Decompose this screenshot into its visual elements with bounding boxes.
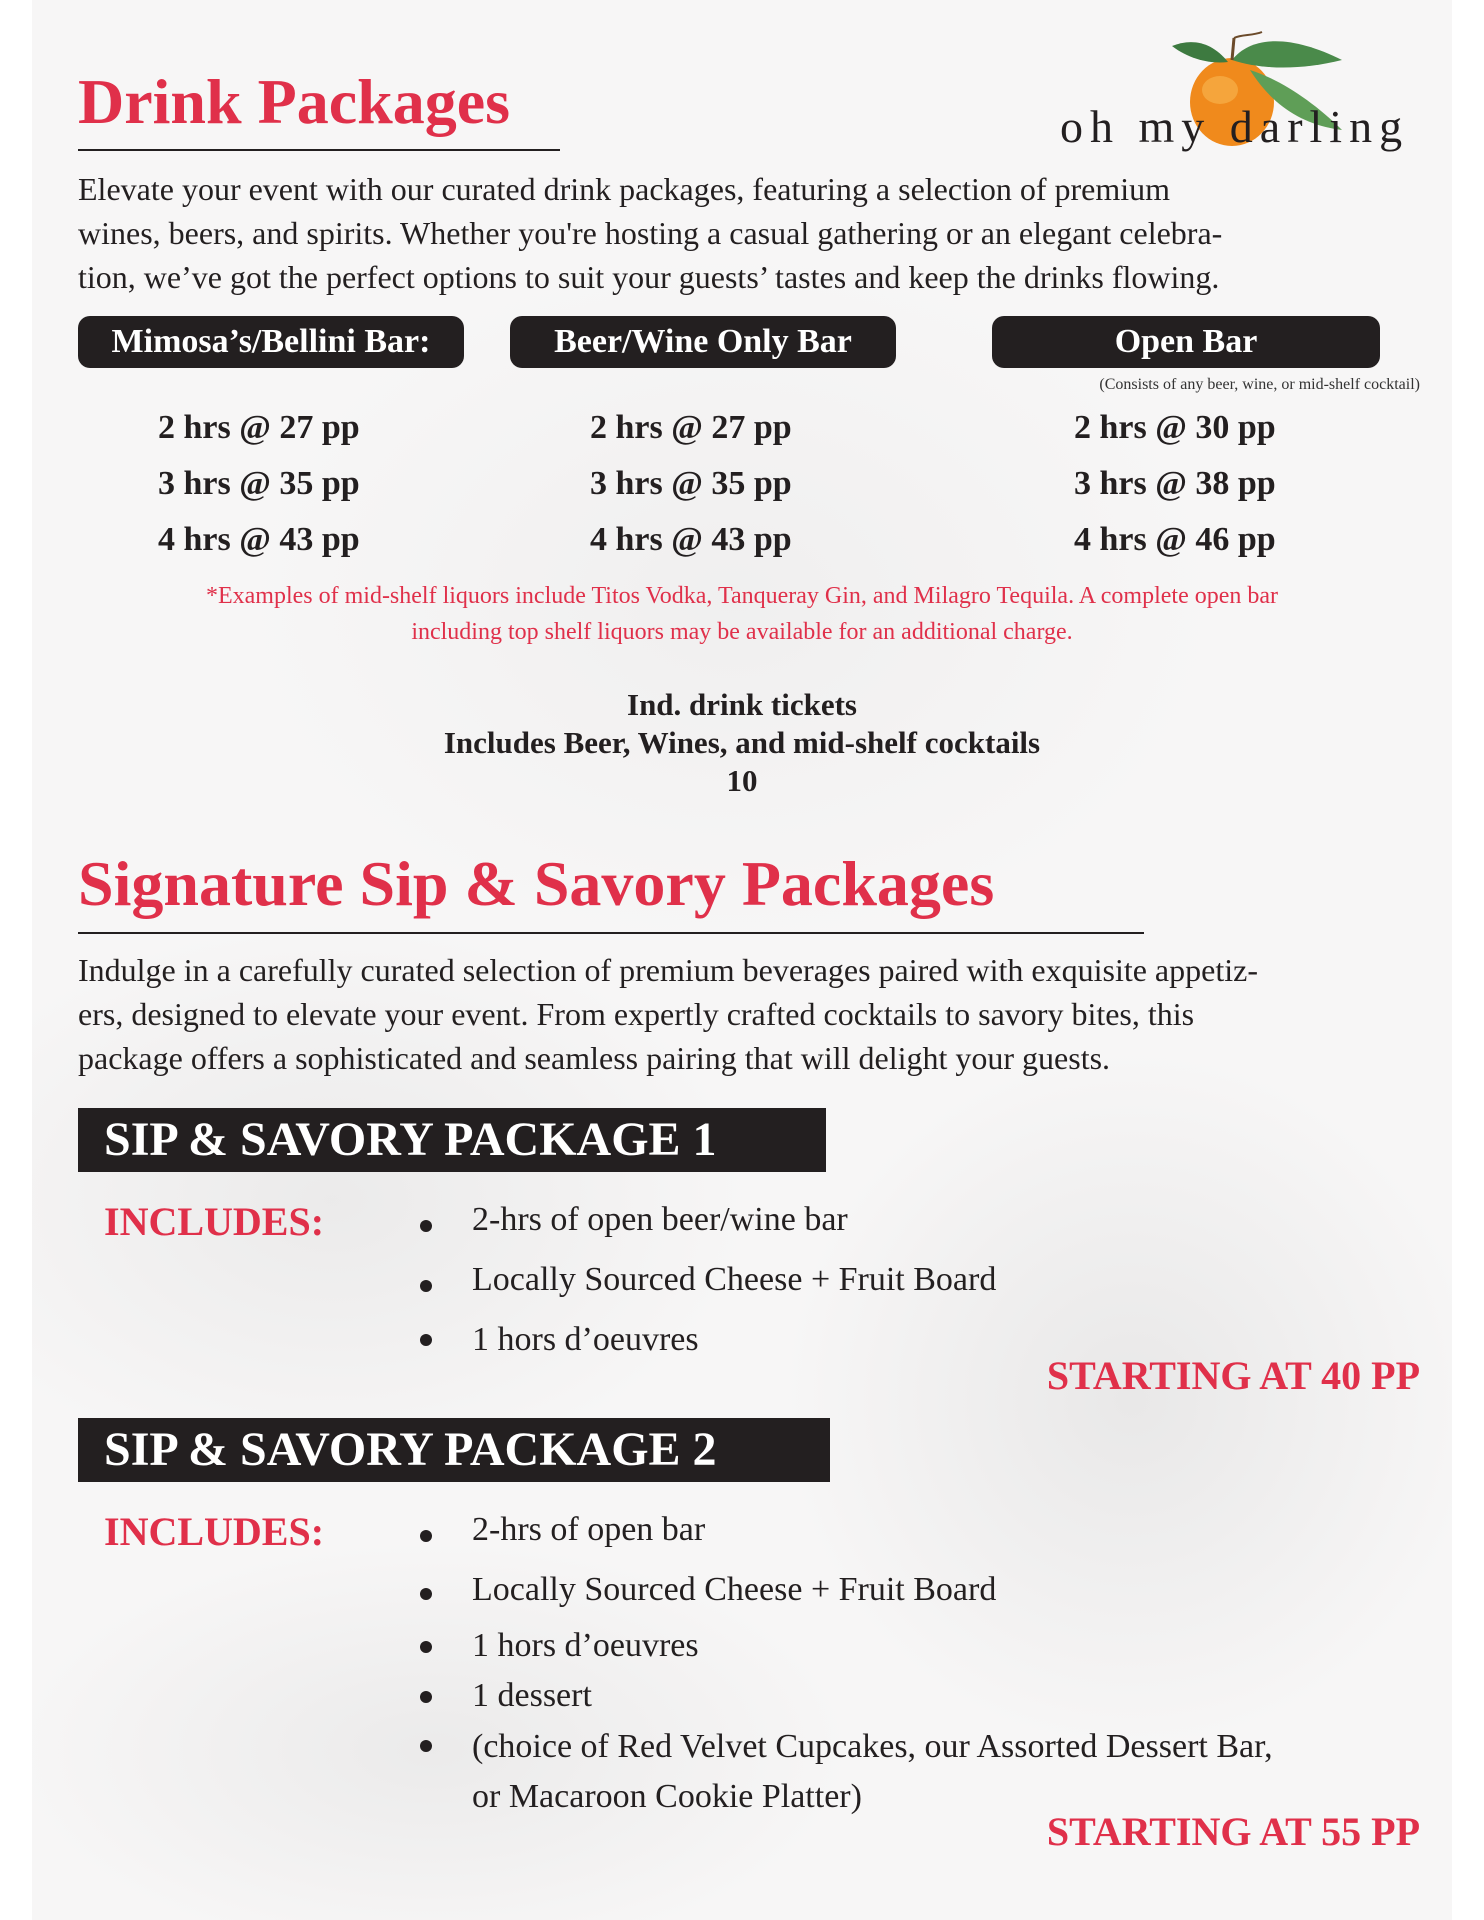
logo-text: oh my darling: [1060, 101, 1410, 152]
tickets-title: Ind. drink tickets: [627, 687, 857, 722]
disclaimer-line: including top shelf liquors may be available for an additional charge.: [411, 619, 1073, 645]
price-line: 3 hrs @ 35 pp: [158, 465, 360, 502]
list-item: 2-hrs of open bar: [414, 1506, 1273, 1566]
package-2-items: [414, 1506, 1273, 1822]
dessert-choice-line: or Macaroon Cookie Platter): [472, 1778, 862, 1815]
mimosa-bellini-bar-label: Mimosa’s/Bellini Bar:: [78, 316, 464, 368]
price-line: 2 hrs @ 27 pp: [590, 409, 792, 446]
price-line: 2 hrs @ 27 pp: [158, 409, 360, 446]
title-underline: [78, 149, 560, 151]
price-line: 2 hrs @ 30 pp: [1074, 409, 1276, 446]
intro-line: ers, designed to elevate your event. From expertly crafted cocktails to savory bites, this: [78, 996, 1195, 1032]
list-item-dessert-choice: [414, 1722, 1273, 1822]
price-line: 4 hrs @ 43 pp: [158, 521, 360, 558]
package-2-includes-label: INCLUDES:: [104, 1509, 325, 1554]
list-item: 1 dessert: [414, 1672, 1273, 1722]
list-item: 1 hors d’oeuvres: [414, 1316, 996, 1364]
disclaimer-line: *Examples of mid-shelf liquors include Titos Vodka, Tanqueray Gin, and Milagro Tequila. A complete open bar: [205, 583, 1279, 609]
package-1-header: SIP & SAVORY PACKAGE 1: [78, 1108, 826, 1172]
signature-underline: [78, 932, 1144, 934]
package-2-price: STARTING AT 55 PP: [1046, 1809, 1420, 1854]
open-bar-label: Open Bar: [992, 316, 1380, 368]
mimosa-prices: [158, 400, 360, 568]
package-1-price: STARTING AT 40 PP: [1046, 1353, 1420, 1398]
package-2-header: SIP & SAVORY PACKAGE 2: [78, 1418, 830, 1482]
intro-line: wines, beers, and spirits. Whether you're hosting a casual gathering or an elegant celebra-: [78, 215, 1223, 251]
package-1-items: [414, 1196, 996, 1364]
intro-line: package offers a sophisticated and seamless pairing that will delight your guests.: [78, 1040, 1111, 1076]
open-bar-note: (Consists of any beer, wine, or mid-shelf cocktail): [1099, 376, 1420, 393]
list-item: 1 hors d’oeuvres: [414, 1622, 1273, 1672]
beer-wine-bar-label: Beer/Wine Only Bar: [510, 316, 896, 368]
menu-page: [32, 0, 1452, 1920]
dessert-choice-line: (choice of Red Velvet Cupcakes, our Assorted Dessert Bar,: [472, 1728, 1273, 1765]
tickets-price: 10: [726, 763, 758, 798]
tickets-subtitle: Includes Beer, Wines, and mid-shelf cocktails: [443, 725, 1041, 760]
list-item: Locally Sourced Cheese + Fruit Board: [414, 1566, 1273, 1622]
list-item: Locally Sourced Cheese + Fruit Board: [414, 1256, 996, 1316]
intro-line: Indulge in a carefully curated selection of premium beverages paired with exquisite appetiz-: [78, 952, 1258, 988]
intro-line: Elevate your event with our curated drink packages, featuring a selection of premium: [78, 171, 1171, 207]
price-line: 3 hrs @ 38 pp: [1074, 465, 1276, 502]
list-item: 2-hrs of open beer/wine bar: [414, 1196, 996, 1256]
price-line: 3 hrs @ 35 pp: [590, 465, 792, 502]
intro-line: tion, we’ve got the perfect options to suit your guests’ tastes and keep the drinks flowing.: [78, 259, 1220, 295]
package-1-includes-label: INCLUDES:: [104, 1199, 325, 1244]
price-line: 4 hrs @ 46 pp: [1074, 521, 1276, 558]
signature-title: Signature Sip & Savory Packages: [78, 848, 995, 919]
mid-shelf-disclaimer: [112, 578, 1372, 650]
price-line: 4 hrs @ 43 pp: [590, 521, 792, 558]
beer-wine-prices: [590, 400, 792, 568]
drink-tickets: [112, 686, 1372, 800]
open-bar-prices: [1074, 400, 1276, 568]
drink-packages-title: Drink Packages: [78, 66, 510, 137]
